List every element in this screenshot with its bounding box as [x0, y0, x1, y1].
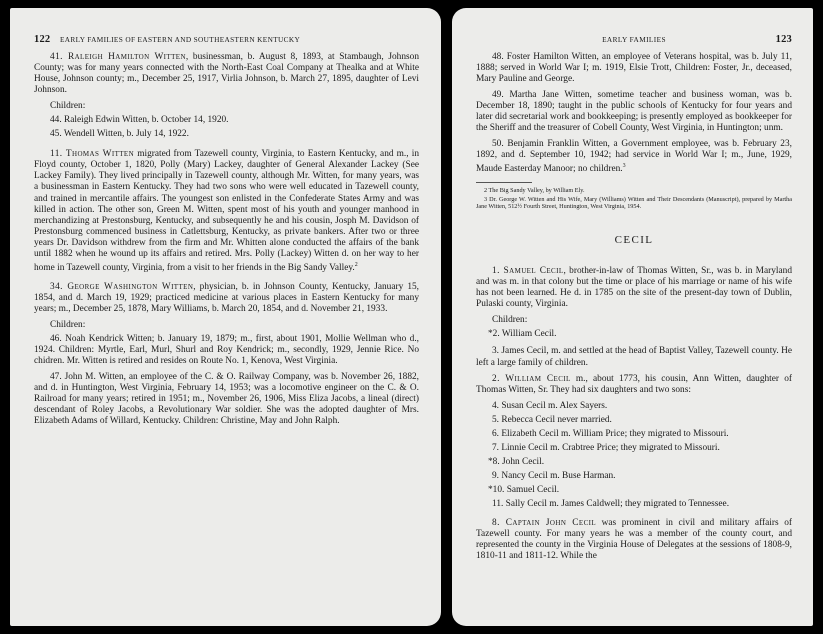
child-45: 45. Wendell Witten, b. July 14, 1922.	[50, 129, 189, 140]
footnote-rule	[476, 182, 532, 183]
entry-text: , brother-in-law of Thomas Witten, Sr., was b. in Maryland and was m. in that colony but the time or place of his marriage or name of his wife has not been learned. He d. in 1785 on the site of the present-day town of Dublin, Pulaski county, Virginia.	[476, 266, 793, 310]
entry-41	[34, 52, 419, 96]
book-gutter	[441, 0, 452, 634]
right-page-header	[476, 34, 792, 52]
entry-name: 11. Thomas Witten	[50, 149, 135, 160]
child-6: 6. Elizabeth Cecil m. William Price; they migrated to Missouri.	[492, 428, 729, 439]
entry-text: migrated from Tazewell county, Virginia, to Eastern Kentucky, and m., in Floyd county, October 1, 1820, Polly (Mary) Lackey, daughter of General Alexander Lackey (See Lackey Family). They lived principally in Tazewell county, although Mr. Witten, for many years, was a businessman in Eastern Kentucky. They had two sons who were well educated in Tazewell county, and trained in mercantile affairs. The youngest son enlisted in the Confederate States Army and was killed in action. The other son, Green M. Witten, spent most of his youth and younger manhood in merchandizing at Prestonsburg, Kentucky, and subsequently he and his cousin, Josph M. Davidson of Prestonsburg commenced business in Catlettsburg, Kentucky, as private bankers. After two or three years Dr. Davidson withdrew from the firm and Mr. Whitten alone conducted the affairs of the bank until 1882 when he wound up its affairs and retired. Mrs. Polly (Lackey) Witten d. on her way to her home in Tazewell county, Virginia, from a visit to her friends in the Big Sandy Valley.	[34, 149, 419, 273]
footnote-ref: 3	[622, 163, 626, 170]
section-title: CECIL	[614, 234, 654, 247]
entry-1	[476, 266, 792, 310]
entry-name: 8. Captain John Cecil	[492, 518, 597, 529]
entry-48: 48. Foster Hamilton Witten, an employee of Veterans hospital, was b. July 11, 1888; served in World War I; m. 1919, Elsie Trott, Children: Foster, Jr., deceased, Mary Pauline and George.	[476, 52, 792, 85]
entry-8	[476, 518, 792, 562]
entry-text: was prominent in civil and military affairs of Tazewell county. For many years he was a member of the county court, and represented the county in the Virginia House of Delegates at the sessions of 1808-9, 1810-11 and 1811-12. While the	[476, 518, 792, 562]
child-4: 4. Susan Cecil m. Alex Sayers.	[492, 400, 608, 411]
entry-name: 34. George Washington Witten	[50, 281, 194, 292]
children-label: Children:	[492, 315, 528, 326]
entry-name: 2. William Cecil	[492, 373, 571, 384]
child-7: 7. Linnie Cecil m. Crabtree Price; they migrated to Missouri.	[492, 442, 720, 453]
entry-50	[476, 139, 792, 175]
footnote-3: 3 Dr. George W. Witten and His Wife, Mary (Williams) Witten and Their Descendants (Manuscript), prepared by Martha Jane Witten, 512½ Fourth Street, Huntington, West Virginia, 1954.	[476, 195, 792, 210]
right-page-content	[476, 34, 792, 567]
right-page	[452, 8, 813, 626]
children-label: Children:	[50, 320, 86, 331]
page-number: 123	[775, 34, 792, 45]
entry-2	[476, 374, 792, 396]
entry-34	[34, 282, 419, 315]
left-page	[10, 8, 441, 626]
entry-46: 46. Noah Kendrick Witten; b. January 19, 1879; m., first, about 1901, Mollie Wellman who d., 1924. Children: Myrtle, Earl, Murl, Shurl and Roy Kendrick; m., secondly, 1929, Jennie Rice. No chidren. Mr. Witten is retired and resides on Route No. 1, Kenova, West Virginia.	[34, 334, 419, 367]
entry-49: 49. Martha Jane Witten, sometime teacher and business woman, was b. December 18, 1890; taught in the public schools of Kentucky for four years and later did secretarial work and bookkeeping; is presently employed as bookkeeper for the Sheriff and the treasurer of Cobell County, West Virginia, in Huntington; unm.	[476, 90, 792, 134]
running-title: EARLY FAMILIES	[602, 35, 666, 44]
child-10: *10. Samuel Cecil.	[488, 484, 560, 495]
left-page-content	[34, 34, 419, 433]
children-label: Children:	[50, 101, 86, 112]
entry-text: , physician, b. in Johnson County, Kentucky, January 15, 1854, and d. March 19, 1929; practiced medicine at various places in Eastern Kentucky for many years; m., December 25, 1878, Mary Williams, b. March 20, 1854, and d. November 21, 1933.	[34, 281, 420, 315]
entry-47: 47. John M. Witten, an employee of the C. & O. Railway Company, was b. November 26, 1882, and d. in Huntington, West Virginia, February 14, 1953; was a locomotive engineer on the C. & O. Railroad for many years; retired in 1951; m., November 26, 1906, Miss Eliza Jacobs, a lineal (direct) descendant of Roley Jacobs, a Revolutionary War soldier. She was the adopted daughter of Mrs. Elizabeth Adams of Willard, Kentucky. Children: Christine, May and John Ralph.	[34, 372, 419, 427]
entry-11	[34, 149, 419, 274]
child-11: 11. Sally Cecil m. James Caldwell; they migrated to Tennessee.	[492, 498, 730, 509]
entry-text: , businessman, b. August 8, 1893, at Stambaugh, Johnson County; was for many years connected with the North-East Coal Company at Thealka and at White House, Johnson county; m., December 25, 1917, Virlia Johnson, b. March 27, 1895, daughter of Levi Johnson.	[34, 52, 419, 96]
child-9: 9. Nancy Cecil m. Buse Harman.	[492, 470, 616, 481]
entry-name: 1. Samuel Cecil	[492, 266, 564, 277]
child-2: *2. William Cecil.	[488, 329, 557, 340]
left-page-header	[34, 34, 419, 52]
footnote-2: 2 The Big Sandy Valley, by William Ely.	[484, 186, 585, 194]
child-5: 5. Rebecca Cecil never married.	[492, 414, 612, 425]
running-title: EARLY FAMILIES OF EASTERN AND SOUTHEASTERN KENTUCKY	[60, 35, 301, 44]
entry-name: 41. Raleigh Hamilton Witten	[50, 52, 186, 62]
child-44: 44. Raleigh Edwin Witten, b. October 14, 1920.	[50, 115, 229, 126]
child-8: *8. John Cecil.	[488, 456, 545, 467]
page-number: 122	[34, 34, 51, 45]
entry-text: m., about 1773, his cousin, Ann Witten, daughter of Thomas Witten, Sr. They had six daughters and two sons:	[476, 373, 792, 395]
footnote-ref: 2	[354, 261, 358, 268]
entry-3: 3. James Cecil, m. and settled at the head of Baptist Valley, Tazewell county. He left a large family of children.	[476, 346, 792, 368]
entry-text: 50. Benjamin Franklin Witten, a Government employee, was b. February 23, 1892, and d. September 10, 1942; had service in World War I; m., June, 1929, Maude Easterday Manoor; no children.	[476, 139, 792, 175]
